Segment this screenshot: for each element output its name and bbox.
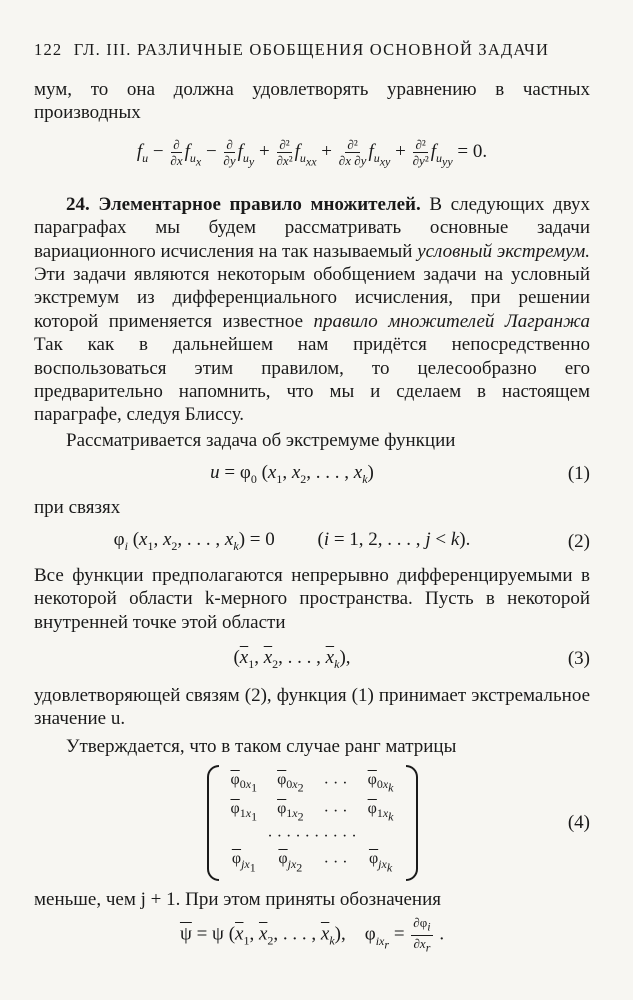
equation-1: $u = \varphi_0$ ($x_1$, $x_2$, . . . , $x_k$) (1) bbox=[210, 461, 590, 486]
running-title: ГЛ. III. РАЗЛИЧНЫЕ ОБОБЩЕНИЯ ОСНОВНОЙ ЗАДАЧИ bbox=[73, 40, 550, 59]
equation-3: ($\overline{x}_1$, $\overline{x}_2$, . . . , $\overline{x}_k$), (3) bbox=[233, 646, 590, 671]
euler-poisson-equation: $f_u$ − $\frac{\partial}{\partial x}$ $f_{u_x}$ − $\frac{\partial}{\partial y}$ $f_{u_y}$ + $\frac{\text{∂²}}{\text{∂x²}}$ $f_{u_{xx}}$ + $\frac{\text{∂²}}{\partial x \partial y}$ $f_{u_{xy}}$ + $\frac{\text{∂²}}{\text{∂y²}}$ $f_{u_{yy}} = 0$. bbox=[136, 137, 488, 169]
term-lagrange-rule: правило множителей Лагранжа bbox=[313, 310, 590, 332]
section-text-1: В следующих двух параграфах мы будем рассматривать основные задачи вариационного исчисления на так называемый bbox=[34, 193, 591, 262]
equation-2: $\varphi_i$ ($x_1$, $x_2$, . . . , $x_k) = 0$ (i = 1, 2, . . . , j < k). (2) bbox=[113, 529, 590, 554]
paragraph-top: мум, то она должна удовлетворять уравнению в частных производных bbox=[34, 79, 590, 124]
equation-2-label: (2) bbox=[567, 530, 590, 552]
section-text-3: Так как в дальнейшем нам придётся непосредственно воспользоваться этим правилом, то целесообразно его предварительно напомнить, что мы и сделаем в настоящем параграфе, следуя Блиссу. bbox=[34, 334, 590, 426]
equation-4-label: (4) bbox=[567, 812, 590, 834]
section-title: Элементарное правило множителей. bbox=[98, 193, 421, 215]
equation-1-label: (1) bbox=[567, 463, 590, 485]
term-conditional-extremum: условный экстремум. bbox=[417, 240, 590, 262]
paragraph-rank-claim: Утверждается, что в таком случае ранг матрицы bbox=[66, 735, 457, 757]
paragraph-satisfying: удовлетворяющей связям (2), функция (1) принимает экстремальное значение u. bbox=[34, 684, 590, 730]
paragraph-constraints: при связях bbox=[34, 497, 121, 519]
section-24-paragraph bbox=[34, 193, 590, 427]
paragraph-extremum-problem: Рассматривается задача об экстремуме функции bbox=[66, 429, 456, 451]
paragraph-differentiable: Все функции предполагаются непрерывно дифференцируемыми в некоторой области k-мерного пространства. Пусть в некоторой внутренней точке этой области bbox=[34, 564, 590, 633]
book-page bbox=[34, 40, 590, 960]
section-text-2: Эти задачи являются некоторым обобщением задачи на условный экстремум из дифференциального исчисления, при решении которой применяется известное bbox=[34, 264, 590, 332]
paragraph-less-than: меньше, чем j + 1. При этом приняты обозначения bbox=[34, 889, 442, 911]
section-number: 24. bbox=[66, 193, 90, 215]
page-number: 122 bbox=[34, 40, 63, 59]
equation-4-matrix: $\overline{\varphi}_{0x_1}$ $\overline{\varphi}_{0x_2}$ · · · $\overline{\varphi}_{0x_k}$ $\overline{\varphi}_{1x_1}$ $\overline{\varphi}_{1x_2}$ · · · $\overline{\varphi}_{1x_k}$ · · · · · · · · · · $\overline{\varphi}_{jx_1}$ $\overline{\varphi}_{jx_2}$ · · · $\overline{\varphi}_{jx_k}$ (4) bbox=[34, 758, 590, 888]
page-header bbox=[34, 40, 590, 60]
equation-3-label: (3) bbox=[567, 647, 590, 669]
notation-equation: $\overline{\psi} = \psi$ ($\overline{x}_1$, $\overline{x}_2$, . . . , $\overline{x}_k$), $\varphi_{ix_r}$ = $\frac{\partial\varphi_i}{\partial x_r}$ . bbox=[179, 915, 445, 955]
